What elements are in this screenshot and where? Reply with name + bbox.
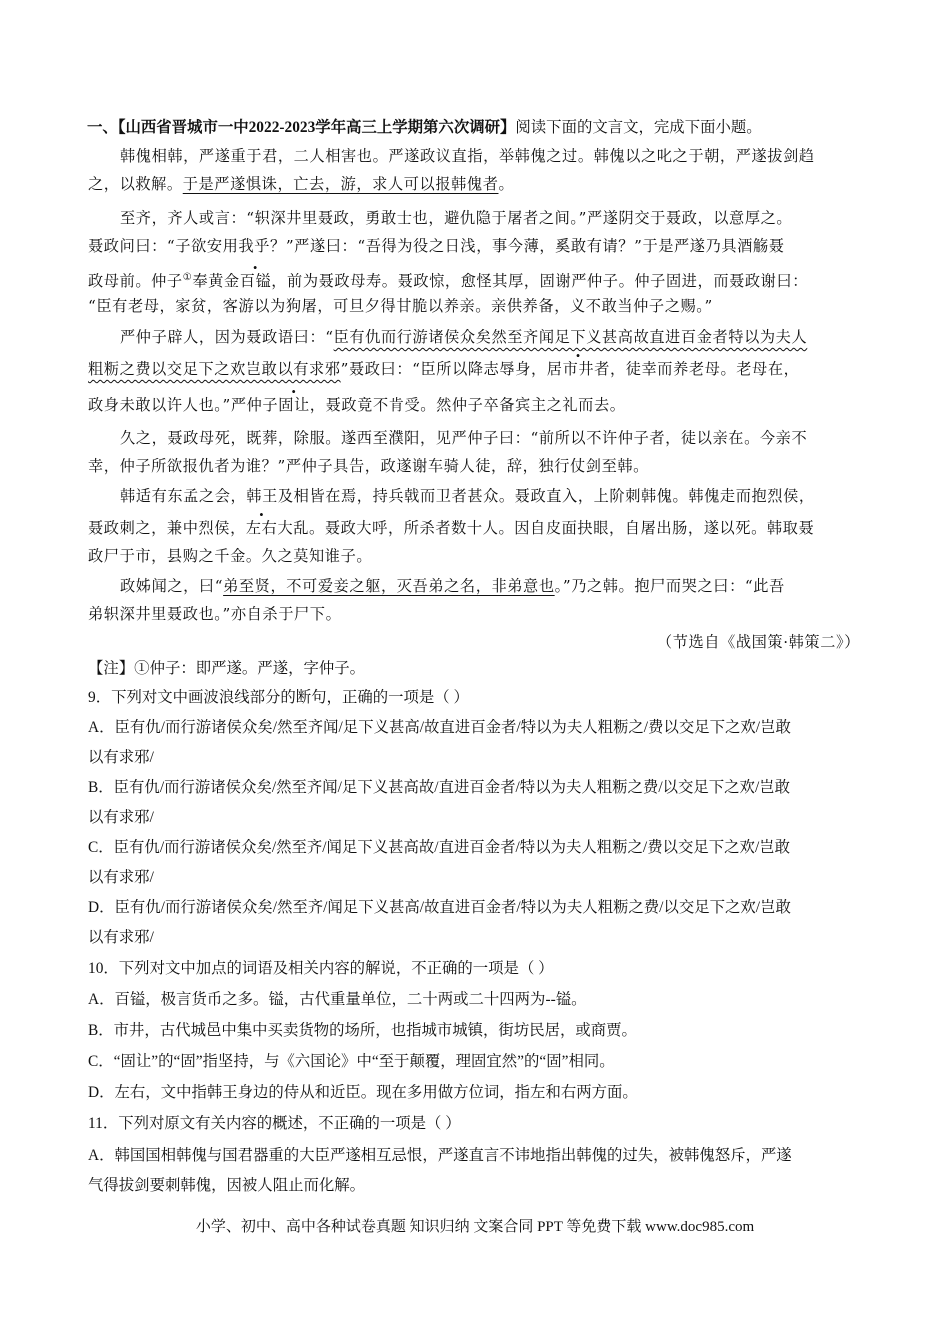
underlined-sentence: 弟至贤，不可爱妾之躯，灭吾弟之名，非弟意也 (223, 577, 555, 595)
q9-option-d: D．臣有仇/而行游诸侯众矣/然至齐/闻足下义甚高/故直进百金者/特以为夫人粗粝之费/以交足下之欢/岂敢 (88, 899, 791, 916)
passage-text: 奉黄金 (192, 272, 240, 291)
passage-text: 政姊闻之，曰“ (120, 577, 224, 595)
passage-line: 幸，仲子所欲报仇者为谁？”严仲子具告，政遂谢车骑人徒，辞，独行仗剑至韩。 (88, 457, 649, 475)
passage-line (88, 174, 514, 194)
passage-line: 至齐，齐人或言：“轵深井里聂政，勇敢士也，避仇隐于屠者之间。”严遂阴交于聂政，以意厚之。 (120, 209, 793, 227)
passage-line: “臣有老母，家贫，客游以为狗屠，可旦夕得甘脆以养亲。亲供养备，义不敢当仲子之赐。” (88, 297, 713, 315)
dotted-term-gurang: 固让 (278, 396, 310, 414)
footnote: 【注】①仲子：即严遂。严遂，字仲子。 (88, 660, 366, 677)
question-header (87, 118, 762, 138)
passage-text: 政母前。仲子 (88, 272, 183, 291)
wavy-underlined-text: 臣有仇而行游诸侯众矣然至齐闻足下义甚高故直进百金者特以为夫人 (333, 328, 808, 346)
passage-text: 之，以救解。 (88, 175, 183, 193)
q11-stem: 11．下列对原文有关内容的概述，不正确的一项是（ ） (88, 1115, 461, 1132)
passage-text: 大乱。聂政大呼，所杀者数十人。因自皮面抉眼，自屠出肠，遂以死。韩取聂 (277, 519, 815, 537)
passage-line (88, 576, 785, 596)
passage-line: 聂政问曰：“子欲安用我乎？”严遂曰：“吾得为役之日浅，事今薄，奚敢有请？”于是严遂乃具酒觞聂 (88, 237, 785, 255)
passage-text: ，前为聂政母寿。聂政惊，愈怪其厚，固谢严仲子。仲子固进，而聂政谢曰： (271, 272, 809, 291)
q9-option-b-cont: 以有求邪/ (88, 809, 154, 826)
passage-text: 者，徒幸而养老母。老母在， (594, 360, 800, 378)
passage-line: 久之，聂政母死，既葬，除服。遂西至濮阳，见严仲子曰：“前所以不许仲子者，徒以亲在。今亲不 (120, 429, 808, 447)
question-instruction: 阅读下面的文言文，完成下面小题。 (515, 119, 762, 136)
passage-line (88, 518, 814, 538)
q9-option-d-cont: 以有求邪/ (88, 929, 154, 946)
q9-option-a: A．臣有仇/而行游诸侯众矣/然至齐闻/足下义甚高/故直进百金者/特以为夫人粗粝之/费以交足下之欢/岂敢 (88, 719, 791, 736)
q10-stem: 10．下列对文中加点的词语及相关内容的解说，不正确的一项是（ ） (88, 960, 554, 977)
passage-line: 政尸于市，县购之千金。久之莫知谁子。 (88, 547, 373, 565)
passage-text: 政身未敢以许人也。”严仲子 (88, 396, 279, 414)
passage-line (88, 395, 626, 415)
q10-option-c: C．“固让”的“固”指坚持，与《六国论》中“至于颠覆，理固宜然”的“固”相同。 (88, 1053, 615, 1070)
footnote-marker: ① (182, 272, 193, 283)
q10-option-a: A．百镒，极言货币之多。镒，古代重量单位，二十两或二十四两为--镒。 (88, 991, 587, 1008)
wavy-underlined-text: 粗粝之费以交足下之欢岂敢以有求邪 (88, 360, 341, 378)
dotted-term-zuoyou: 左右 (245, 519, 278, 537)
q9-option-b: B．臣有仇/而行游诸侯众矣/然至齐闻/足下义甚高故/直进百金者/特以为夫人粗粝之费/以交足下之欢/岂敢 (88, 779, 790, 796)
dotted-term-baiyi: 百镒 (239, 272, 272, 291)
question-source: 【山西省晋城市一中2022-2023学年高三上学期第六次调研】 (117, 119, 516, 136)
question-number: 一、 (87, 119, 118, 136)
dotted-term-shijing: 市井 (562, 360, 595, 378)
passage-text: ，聂政竟不肯受。然仲子卒备宾主之礼而去。 (309, 396, 626, 414)
passage-text: 。”乃之韩。抱尸而哭之曰：“此吾 (554, 577, 785, 595)
q9-option-a-cont: 以有求邪/ (88, 749, 154, 766)
passage-text: ”聂政曰：“臣所以降志辱身，居 (340, 360, 563, 378)
passage-source: （节选自《战国策·韩策二》） (656, 633, 860, 651)
passage-text: 严仲子辟人，因为聂政语曰：“ (120, 328, 334, 346)
q9-stem: 9．下列对文中画波浪线部分的断句，正确的一项是（ ） (88, 689, 469, 706)
passage-text: 聂政刺之，兼中烈侯， (88, 519, 246, 537)
passage-text: 。 (498, 175, 515, 193)
q9-option-c-cont: 以有求邪/ (88, 869, 154, 886)
passage-line: 韩傀相韩，严遂重于君，二人相害也。严遂政议直指，举韩傀之过。韩傀以之叱之于朝，严遂拔剑趋 (120, 147, 815, 165)
passage-line: 弟轵深井里聂政也。”亦自杀于尸下。 (88, 605, 342, 623)
q10-option-d: D．左右，文中指韩王身边的侍从和近臣。现在多用做方位词，指左和右两方面。 (88, 1084, 638, 1101)
q11-option-a: A．韩国国相韩傀与国君器重的大臣严遂相互忌恨，严遂直言不讳地指出韩傀的过失，被韩傀怒斥，严遂 (88, 1147, 792, 1164)
page-footer: 小学、初中、高中各种试卷真题 知识归纳 文案合同 PPT 等免费下载 www.doc985.com (195, 1219, 755, 1235)
passage-line (88, 268, 808, 291)
q11-option-a-cont: 气得拔剑要刺韩傀，因被人阻止而化解。 (88, 1177, 366, 1194)
q10-option-b: B．市井，古代城邑中集中买卖货物的场所，也指城市城镇，街坊民居，或商贾。 (88, 1022, 637, 1039)
passage-line: 韩适有东孟之会，韩王及相皆在焉，持兵戟而卫者甚众。聂政直入，上阶刺韩傀。韩傀走而抱烈侯， (120, 487, 815, 505)
underlined-sentence: 于是严遂惧诛，亡去，游，求人可以报韩傀者 (182, 175, 499, 193)
passage-line (88, 327, 807, 347)
passage-line (88, 359, 799, 379)
q9-option-c: C．臣有仇/而行游诸侯众矣/然至齐/闻足下义甚高故/直进百金者/特以为夫人粗粝之/费以交足下之欢/岂敢 (88, 839, 790, 856)
